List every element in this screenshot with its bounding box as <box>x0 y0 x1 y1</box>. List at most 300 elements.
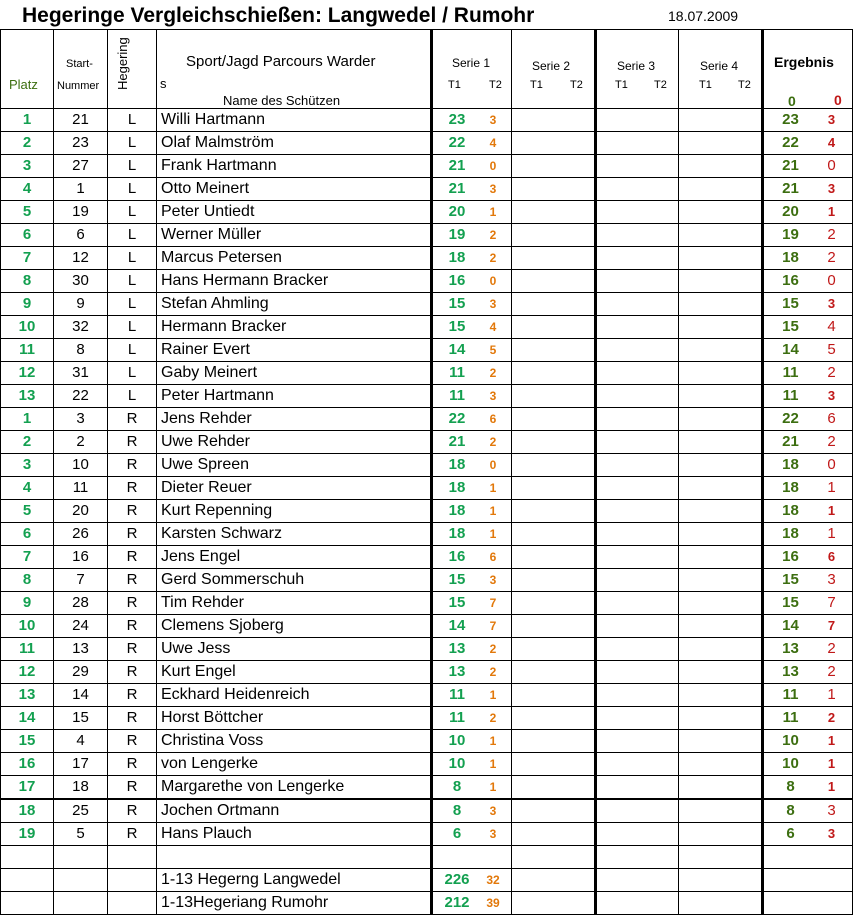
serie4-cell <box>679 615 763 638</box>
start-number-cell: 7 <box>54 569 108 592</box>
serie4-cell <box>679 569 763 592</box>
table-row <box>1 385 853 408</box>
platz-cell: 4 <box>1 178 54 201</box>
shooter-name-cell: Gerd Sommerschuh <box>157 569 432 592</box>
serie1-cell-t1: 16 <box>448 272 466 289</box>
ergebnis-cell-t1: 13 <box>782 663 799 680</box>
shooter-name-cell: Werner Müller <box>157 224 432 247</box>
hegering-cell: R <box>108 408 157 431</box>
serie4-cell <box>679 523 763 546</box>
serie1-cell <box>432 500 512 523</box>
serie3-cell <box>596 707 679 730</box>
ergebnis-cell-t1: 16 <box>782 548 799 565</box>
ergebnis-cell-t1: 16 <box>782 272 799 289</box>
summary-serie1-cell-t2: 32 <box>486 873 500 887</box>
serie1-cell <box>432 132 512 155</box>
hegering-cell: R <box>108 823 157 846</box>
ergebnis-cell <box>763 730 853 753</box>
ergebnis-cell-t1: 23 <box>782 111 799 128</box>
empty-cell <box>54 892 108 915</box>
start-number-cell: 16 <box>54 546 108 569</box>
shooter-name-cell: Stefan Ahmling <box>157 293 432 316</box>
serie3-cell <box>596 776 679 800</box>
serie1-cell-t1: 15 <box>448 318 466 335</box>
shooter-name-cell: Jens Rehder <box>157 408 432 431</box>
ergebnis-cell <box>763 477 853 500</box>
hegering-cell: R <box>108 776 157 800</box>
ergebnis-cell <box>763 823 853 846</box>
serie1-cell-t2: 0 <box>489 274 497 288</box>
summary-serie1-cell-t2: 39 <box>486 896 500 910</box>
serie2-cell <box>512 523 596 546</box>
serie1-cell-t1: 18 <box>448 456 466 473</box>
ergebnis-cell-t1: 15 <box>782 571 799 588</box>
serie1-cell-t2: 2 <box>489 665 497 679</box>
ergebnis-cell-t1: 10 <box>782 732 799 749</box>
serie1-cell <box>432 385 512 408</box>
serie1-cell-t2: 1 <box>489 757 497 771</box>
serie3-cell <box>596 569 679 592</box>
serie1-cell <box>432 569 512 592</box>
empty-cell <box>679 892 763 915</box>
serie4-cell <box>679 477 763 500</box>
hegering-cell: R <box>108 661 157 684</box>
serie4-cell <box>679 247 763 270</box>
serie1-cell-t2: 3 <box>489 297 497 311</box>
serie1-cell-t1: 18 <box>448 525 466 542</box>
empty-cell <box>596 892 679 915</box>
start-number-cell: 5 <box>54 823 108 846</box>
ergebnis-cell-t1: 13 <box>782 640 799 657</box>
table-row <box>1 753 853 776</box>
platz-cell: 3 <box>1 454 54 477</box>
serie3-cell <box>596 500 679 523</box>
start-number-cell: 8 <box>54 339 108 362</box>
ergebnis-cell-t2: 1 <box>827 779 836 794</box>
summary-serie1-cell-t1: 212 <box>444 894 470 911</box>
platz-cell: 11 <box>1 638 54 661</box>
serie2-cell <box>512 500 596 523</box>
serie1-cell-t1: 6 <box>452 825 462 842</box>
col-name <box>157 30 432 109</box>
serie2-cell <box>512 477 596 500</box>
shooter-name-cell: Uwe Spreen <box>157 454 432 477</box>
serie3-cell <box>596 224 679 247</box>
start-number-cell: 24 <box>54 615 108 638</box>
serie1-cell <box>432 431 512 454</box>
ergebnis-cell <box>763 707 853 730</box>
serie4-cell <box>679 753 763 776</box>
hegering-cell: R <box>108 523 157 546</box>
serie1-cell-t2: 2 <box>489 711 497 725</box>
shooter-name-cell: Margarethe von Lengerke <box>157 776 432 800</box>
serie2-cell <box>512 109 596 132</box>
empty-cell <box>1 892 54 915</box>
table-row <box>1 454 853 477</box>
header-row <box>1 30 853 109</box>
ergebnis-cell-t1: 19 <box>782 226 799 243</box>
ergebnis-cell <box>763 454 853 477</box>
platz-cell: 15 <box>1 730 54 753</box>
ergebnis-t2-label: 0 <box>834 92 842 108</box>
serie4-cell <box>679 132 763 155</box>
serie1-cell-t1: 11 <box>449 364 465 381</box>
platz-cell: 18 <box>1 799 54 823</box>
ergebnis-cell-t1: 21 <box>782 180 799 197</box>
table-row <box>1 109 853 132</box>
shooter-name-cell: von Lengerke <box>157 753 432 776</box>
ergebnis-cell-t1: 21 <box>782 433 799 450</box>
platz-cell: 6 <box>1 523 54 546</box>
ergebnis-cell-t1: 21 <box>782 157 799 174</box>
ergebnis-cell-t1: 18 <box>782 479 799 496</box>
serie2-cell <box>512 823 596 846</box>
serie1-cell <box>432 339 512 362</box>
serie3-cell <box>596 247 679 270</box>
hegering-cell: R <box>108 500 157 523</box>
col-ergebnis <box>763 30 853 109</box>
serie1-cell <box>432 293 512 316</box>
start-number-cell: 12 <box>54 247 108 270</box>
table-row <box>1 569 853 592</box>
serie2-cell <box>512 684 596 707</box>
empty-cell <box>512 869 596 892</box>
ergebnis-cell <box>763 247 853 270</box>
platz-cell: 2 <box>1 132 54 155</box>
ergebnis-cell-t1: 15 <box>782 594 799 611</box>
col-platz-label: Platz <box>9 77 38 92</box>
hegering-cell: L <box>108 270 157 293</box>
empty-cell <box>596 869 679 892</box>
table-row <box>1 823 853 846</box>
serie1-cell-t1: 8 <box>452 778 462 795</box>
serie1-cell-t2: 0 <box>489 458 497 472</box>
ergebnis-cell <box>763 523 853 546</box>
col-platz <box>1 30 54 109</box>
empty-cell <box>108 892 157 915</box>
col-hegering-label: Hegering <box>115 37 130 90</box>
serie1-cell-t1: 18 <box>448 479 466 496</box>
start-number-cell: 17 <box>54 753 108 776</box>
ergebnis-cell-t2: 2 <box>827 249 836 266</box>
serie1-cell-t1: 20 <box>448 203 466 220</box>
shooter-name-cell: Hans Hermann Bracker <box>157 270 432 293</box>
serie1-cell-t2: 4 <box>489 136 497 150</box>
start-number-cell: 23 <box>54 132 108 155</box>
serie1-cell-t1: 15 <box>448 571 466 588</box>
serie3-cell <box>596 592 679 615</box>
serie1-t1: T1 <box>448 79 461 91</box>
empty-cell <box>54 869 108 892</box>
ergebnis-cell-t2: 1 <box>827 525 836 542</box>
empty-cell <box>512 892 596 915</box>
serie1-cell-t2: 1 <box>489 780 497 794</box>
shooter-name-cell: Clemens Sjoberg <box>157 615 432 638</box>
serie1-cell <box>432 707 512 730</box>
start-number-cell: 1 <box>54 178 108 201</box>
summary-row <box>1 892 853 915</box>
shooter-name-cell: Willi Hartmann <box>157 109 432 132</box>
ergebnis-cell <box>763 408 853 431</box>
ergebnis-cell-t2: 2 <box>827 226 836 243</box>
ergebnis-cell-t2: 3 <box>827 826 836 841</box>
start-number-cell: 11 <box>54 477 108 500</box>
serie3-cell <box>596 385 679 408</box>
serie1-cell-t2: 2 <box>489 642 497 656</box>
serie1-cell-t2: 3 <box>489 804 497 818</box>
serie2-cell <box>512 132 596 155</box>
ergebnis-cell-t1: 11 <box>782 387 799 404</box>
table-row <box>1 201 853 224</box>
serie4-cell <box>679 546 763 569</box>
serie1-cell-t1: 10 <box>448 755 466 772</box>
serie4-cell <box>679 799 763 823</box>
serie3-cell <box>596 615 679 638</box>
platz-cell: 3 <box>1 155 54 178</box>
shooter-name-cell: Christina Voss <box>157 730 432 753</box>
empty-cell <box>108 846 157 869</box>
serie3-cell <box>596 270 679 293</box>
hegering-cell: L <box>108 132 157 155</box>
serie2-cell <box>512 592 596 615</box>
serie2-cell <box>512 247 596 270</box>
serie4-cell <box>679 224 763 247</box>
summary-row <box>1 869 853 892</box>
ergebnis-label: Ergebnis <box>774 54 834 70</box>
serie1-cell-t2: 1 <box>489 481 497 495</box>
serie1-cell-t2: 4 <box>489 320 497 334</box>
empty-cell <box>763 892 853 915</box>
table-row <box>1 661 853 684</box>
shooter-name-cell: Hans Plauch <box>157 823 432 846</box>
platz-cell: 12 <box>1 362 54 385</box>
serie1-cell-t2: 3 <box>489 113 497 127</box>
serie1-cell <box>432 661 512 684</box>
col-parcours-label: Sport/Jagd Parcours Warder <box>186 53 376 70</box>
ergebnis-cell-t2: 1 <box>827 686 836 703</box>
serie4-cell <box>679 638 763 661</box>
serie3-t1: T1 <box>615 79 628 91</box>
table-row <box>1 477 853 500</box>
serie1-cell-t1: 15 <box>448 594 466 611</box>
platz-cell: 9 <box>1 592 54 615</box>
page-title: Hegeringe Vergleichschießen: Langwedel / Rumohr <box>22 4 535 27</box>
hegering-cell: R <box>108 546 157 569</box>
col-start-line2: Nummer <box>57 80 100 92</box>
serie4-cell <box>679 776 763 800</box>
serie4-cell <box>679 339 763 362</box>
hegering-cell: L <box>108 316 157 339</box>
start-number-cell: 3 <box>54 408 108 431</box>
hegering-cell: L <box>108 155 157 178</box>
ergebnis-cell <box>763 339 853 362</box>
serie3-cell <box>596 523 679 546</box>
serie4-cell <box>679 823 763 846</box>
platz-cell: 6 <box>1 224 54 247</box>
ergebnis-cell-t1: 15 <box>782 295 799 312</box>
ergebnis-cell-t1: 18 <box>782 502 799 519</box>
serie1-cell <box>432 776 512 800</box>
ergebnis-cell-t1: 8 <box>786 778 795 795</box>
ergebnis-cell-t2: 0 <box>827 272 836 289</box>
hegering-cell: L <box>108 339 157 362</box>
platz-cell: 13 <box>1 385 54 408</box>
serie1-cell-t1: 21 <box>448 180 466 197</box>
table-row <box>1 224 853 247</box>
serie1-cell-t2: 2 <box>489 251 497 265</box>
ergebnis-cell <box>763 109 853 132</box>
serie1-cell <box>432 316 512 339</box>
ergebnis-cell-t1: 8 <box>786 802 795 819</box>
platz-cell: 17 <box>1 776 54 800</box>
spacer-row <box>1 846 853 869</box>
start-number-cell: 14 <box>54 684 108 707</box>
serie4-label: Serie 4 <box>700 59 739 73</box>
serie2-cell <box>512 661 596 684</box>
serie2-label: Serie 2 <box>532 59 571 73</box>
ergebnis-cell <box>763 776 853 800</box>
shooter-name-cell: Kurt Engel <box>157 661 432 684</box>
ergebnis-cell <box>763 684 853 707</box>
ergebnis-cell-t2: 4 <box>827 135 836 150</box>
serie1-cell-t1: 15 <box>448 295 466 312</box>
shooter-name-cell: Karsten Schwarz <box>157 523 432 546</box>
serie3-cell <box>596 799 679 823</box>
serie2-cell <box>512 707 596 730</box>
platz-cell: 9 <box>1 293 54 316</box>
platz-cell: 1 <box>1 408 54 431</box>
empty-cell <box>512 846 596 869</box>
hegering-cell: L <box>108 178 157 201</box>
ergebnis-cell <box>763 362 853 385</box>
serie1-cell <box>432 109 512 132</box>
serie3-cell <box>596 316 679 339</box>
platz-cell: 4 <box>1 477 54 500</box>
shooter-name-cell: Otto Meinert <box>157 178 432 201</box>
serie3-cell <box>596 339 679 362</box>
serie1-cell-t2: 2 <box>489 435 497 449</box>
serie3-cell <box>596 477 679 500</box>
serie1-cell-t1: 23 <box>448 111 466 128</box>
serie2-cell <box>512 293 596 316</box>
serie4-cell <box>679 293 763 316</box>
serie4-cell <box>679 109 763 132</box>
ergebnis-cell-t2: 3 <box>827 388 836 403</box>
serie1-cell <box>432 454 512 477</box>
ergebnis-cell-t2: 1 <box>827 479 836 496</box>
serie1-cell-t2: 7 <box>489 619 497 633</box>
col-serie2 <box>512 30 596 109</box>
serie3-cell <box>596 178 679 201</box>
serie1-cell <box>432 408 512 431</box>
shooter-name-cell: Jens Engel <box>157 546 432 569</box>
table-row <box>1 592 853 615</box>
serie1-cell <box>432 523 512 546</box>
shooter-name-cell: Peter Untiedt <box>157 201 432 224</box>
serie1-cell-t2: 3 <box>489 573 497 587</box>
hegering-cell: R <box>108 730 157 753</box>
serie2-cell <box>512 316 596 339</box>
serie1-cell-t2: 2 <box>489 366 497 380</box>
serie3-cell <box>596 293 679 316</box>
serie1-cell-t2: 1 <box>489 688 497 702</box>
table-row <box>1 247 853 270</box>
summary-label-cell: 1-13Hegeriang Rumohr <box>157 892 432 915</box>
ergebnis-cell <box>763 270 853 293</box>
ergebnis-cell-t1: 11 <box>782 709 799 726</box>
table-row <box>1 270 853 293</box>
start-number-cell: 9 <box>54 293 108 316</box>
start-number-cell: 19 <box>54 201 108 224</box>
ergebnis-cell-t1: 22 <box>782 134 799 151</box>
ergebnis-cell <box>763 799 853 823</box>
ergebnis-cell <box>763 569 853 592</box>
platz-cell: 13 <box>1 684 54 707</box>
table-row <box>1 615 853 638</box>
serie2-cell <box>512 155 596 178</box>
table-row <box>1 316 853 339</box>
ergebnis-cell-t2: 3 <box>827 112 836 127</box>
ergebnis-cell-t2: 4 <box>827 318 836 335</box>
serie1-cell-t2: 5 <box>489 343 497 357</box>
serie3-cell <box>596 661 679 684</box>
serie4-cell <box>679 362 763 385</box>
empty-cell <box>157 846 432 869</box>
platz-cell: 7 <box>1 247 54 270</box>
serie1-cell-t1: 18 <box>448 502 466 519</box>
table-row <box>1 431 853 454</box>
serie1-cell <box>432 730 512 753</box>
serie4-cell <box>679 431 763 454</box>
ergebnis-cell-t2: 3 <box>827 802 836 819</box>
ergebnis-cell-t2: 1 <box>827 503 836 518</box>
serie2-cell <box>512 362 596 385</box>
ergebnis-cell <box>763 155 853 178</box>
table-row <box>1 339 853 362</box>
ergebnis-cell <box>763 201 853 224</box>
empty-cell <box>679 846 763 869</box>
serie3-cell <box>596 454 679 477</box>
ergebnis-cell-t2: 1 <box>827 756 836 771</box>
table-row <box>1 546 853 569</box>
serie1-cell-t1: 18 <box>448 249 466 266</box>
serie1-cell-t2: 3 <box>489 389 497 403</box>
summary-label-cell: 1-13 Hegerng Langwedel <box>157 869 432 892</box>
serie1-t2: T2 <box>489 79 502 91</box>
serie3-cell <box>596 684 679 707</box>
shooter-name-cell: Olaf Malmström <box>157 132 432 155</box>
serie4-cell <box>679 385 763 408</box>
ergebnis-cell <box>763 178 853 201</box>
serie4-cell <box>679 707 763 730</box>
table-row <box>1 408 853 431</box>
table-row <box>1 523 853 546</box>
empty-cell <box>432 846 512 869</box>
table-row <box>1 730 853 753</box>
platz-cell: 2 <box>1 431 54 454</box>
serie1-cell-t1: 21 <box>448 157 466 174</box>
start-number-cell: 31 <box>54 362 108 385</box>
serie4-cell <box>679 316 763 339</box>
ergebnis-cell <box>763 615 853 638</box>
serie4-t1: T1 <box>699 79 712 91</box>
serie4-cell <box>679 661 763 684</box>
summary-serie1-cell <box>432 869 512 892</box>
serie2-cell <box>512 408 596 431</box>
serie2-cell <box>512 224 596 247</box>
serie1-cell-t1: 16 <box>448 548 466 565</box>
start-number-cell: 20 <box>54 500 108 523</box>
